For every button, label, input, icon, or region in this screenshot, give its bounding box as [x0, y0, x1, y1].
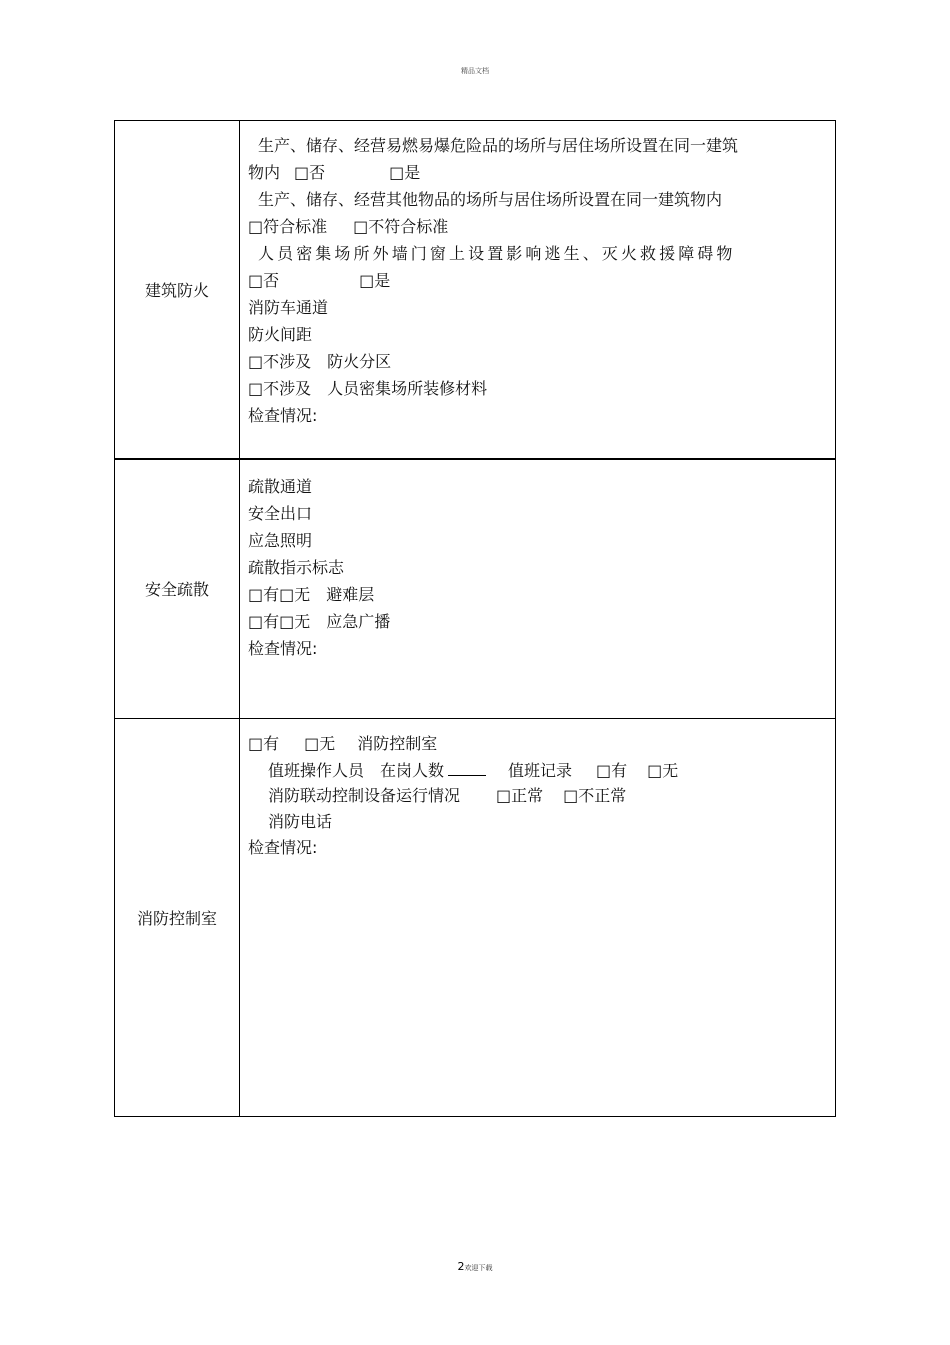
hazard-storage-yes-checkbox[interactable]: □是	[389, 163, 421, 182]
hazard-storage-options	[248, 159, 831, 186]
fire-lane-item: 消防车通道	[248, 298, 329, 317]
broadcast-label: 应急广播	[326, 611, 391, 631]
obstruction-options	[248, 267, 831, 294]
page-header-mark: 精品文档	[461, 67, 489, 75]
refuge-floor-item	[248, 581, 831, 608]
fire-telephone-item: 消防电话	[268, 812, 333, 831]
control-room-label: 消防控制室	[357, 734, 438, 753]
section-evacuation-row	[115, 459, 836, 719]
obstruction-yes-checkbox[interactable]: □是	[359, 271, 391, 290]
duty-staff-item	[248, 757, 831, 783]
fire-compartment-label: 防火分区	[327, 352, 392, 371]
section-content-control-room	[240, 719, 836, 1117]
duty-record-yes-checkbox[interactable]: □有	[596, 761, 628, 780]
section-content-evacuation	[240, 459, 836, 719]
compliant-checkbox[interactable]: □符合标准	[248, 217, 328, 236]
noncompliant-checkbox[interactable]: □不符合标准	[353, 217, 449, 236]
duty-record-no-checkbox[interactable]: □无	[647, 761, 679, 780]
inspection-notes-label: 检查情况:	[248, 638, 318, 658]
refuge-floor-checkboxes[interactable]: □有□无	[248, 584, 311, 604]
evacuation-sign-item: 疏散指示标志	[248, 557, 345, 577]
on-duty-count-blank[interactable]	[448, 757, 486, 776]
decoration-material-item	[248, 375, 831, 402]
section-label-building-fire: 建筑防火	[115, 121, 240, 459]
evacuation-passage-item: 疏散通道	[248, 476, 313, 496]
on-duty-count-label: 在岗人数	[380, 761, 445, 780]
fire-separation-item: 防火间距	[248, 325, 313, 344]
decoration-material-label: 人员密集场所装修材料	[327, 379, 488, 398]
control-room-no-checkbox[interactable]: □无	[304, 734, 336, 753]
fire-compartment-item	[248, 348, 831, 375]
emergency-broadcast-item	[248, 608, 831, 635]
abnormal-checkbox[interactable]: □不正常	[563, 786, 627, 805]
hazard-storage-no-checkbox[interactable]: □否	[294, 163, 326, 182]
hazard-storage-item: 生产、储存、经营易燃易爆危险品的场所与居住场所设置在同一建筑	[258, 136, 739, 155]
section-control-room-row	[115, 719, 836, 1117]
obstruction-item: 人员密集场所外墙门窗上设置影响逃生、灭火救援障碍物	[258, 244, 736, 263]
page-footer	[0, 1260, 950, 1273]
other-storage-options	[248, 213, 831, 240]
normal-checkbox[interactable]: □正常	[496, 786, 544, 805]
section-content-building-fire	[240, 121, 836, 459]
refuge-floor-label: 避难层	[326, 584, 375, 604]
linkage-equipment-label: 消防联动控制设备运行情况	[268, 786, 461, 805]
emergency-lighting-item: 应急照明	[248, 530, 313, 550]
duty-record-label: 值班记录	[508, 761, 573, 780]
linkage-equipment-item	[248, 783, 831, 809]
fire-inspection-table	[114, 120, 836, 1117]
hazard-storage-label-cont: 物内	[248, 163, 281, 182]
control-room-yes-checkbox[interactable]: □有	[248, 734, 280, 753]
section-label-evacuation: 安全疏散	[115, 459, 240, 719]
other-storage-item: 生产、储存、经营其他物品的场所与居住场所设置在同一建筑物内	[258, 190, 723, 209]
duty-operator-label: 值班操作人员	[268, 761, 365, 780]
broadcast-checkboxes[interactable]: □有□无	[248, 611, 311, 631]
safety-exit-item: 安全出口	[248, 503, 313, 523]
footer-text: 欢迎下载	[464, 1264, 493, 1272]
page-number: 2	[457, 1260, 465, 1273]
control-room-presence	[248, 731, 831, 757]
section-label-control-room: 消防控制室	[115, 719, 240, 1117]
inspection-notes-label: 检查情况:	[248, 406, 318, 425]
na-checkbox-decoration[interactable]: □不涉及	[248, 379, 312, 398]
inspection-notes-label: 检查情况:	[248, 838, 318, 857]
section-building-fire-row	[115, 121, 836, 459]
obstruction-no-checkbox[interactable]: □否	[248, 271, 280, 290]
na-checkbox-compartment[interactable]: □不涉及	[248, 352, 312, 371]
